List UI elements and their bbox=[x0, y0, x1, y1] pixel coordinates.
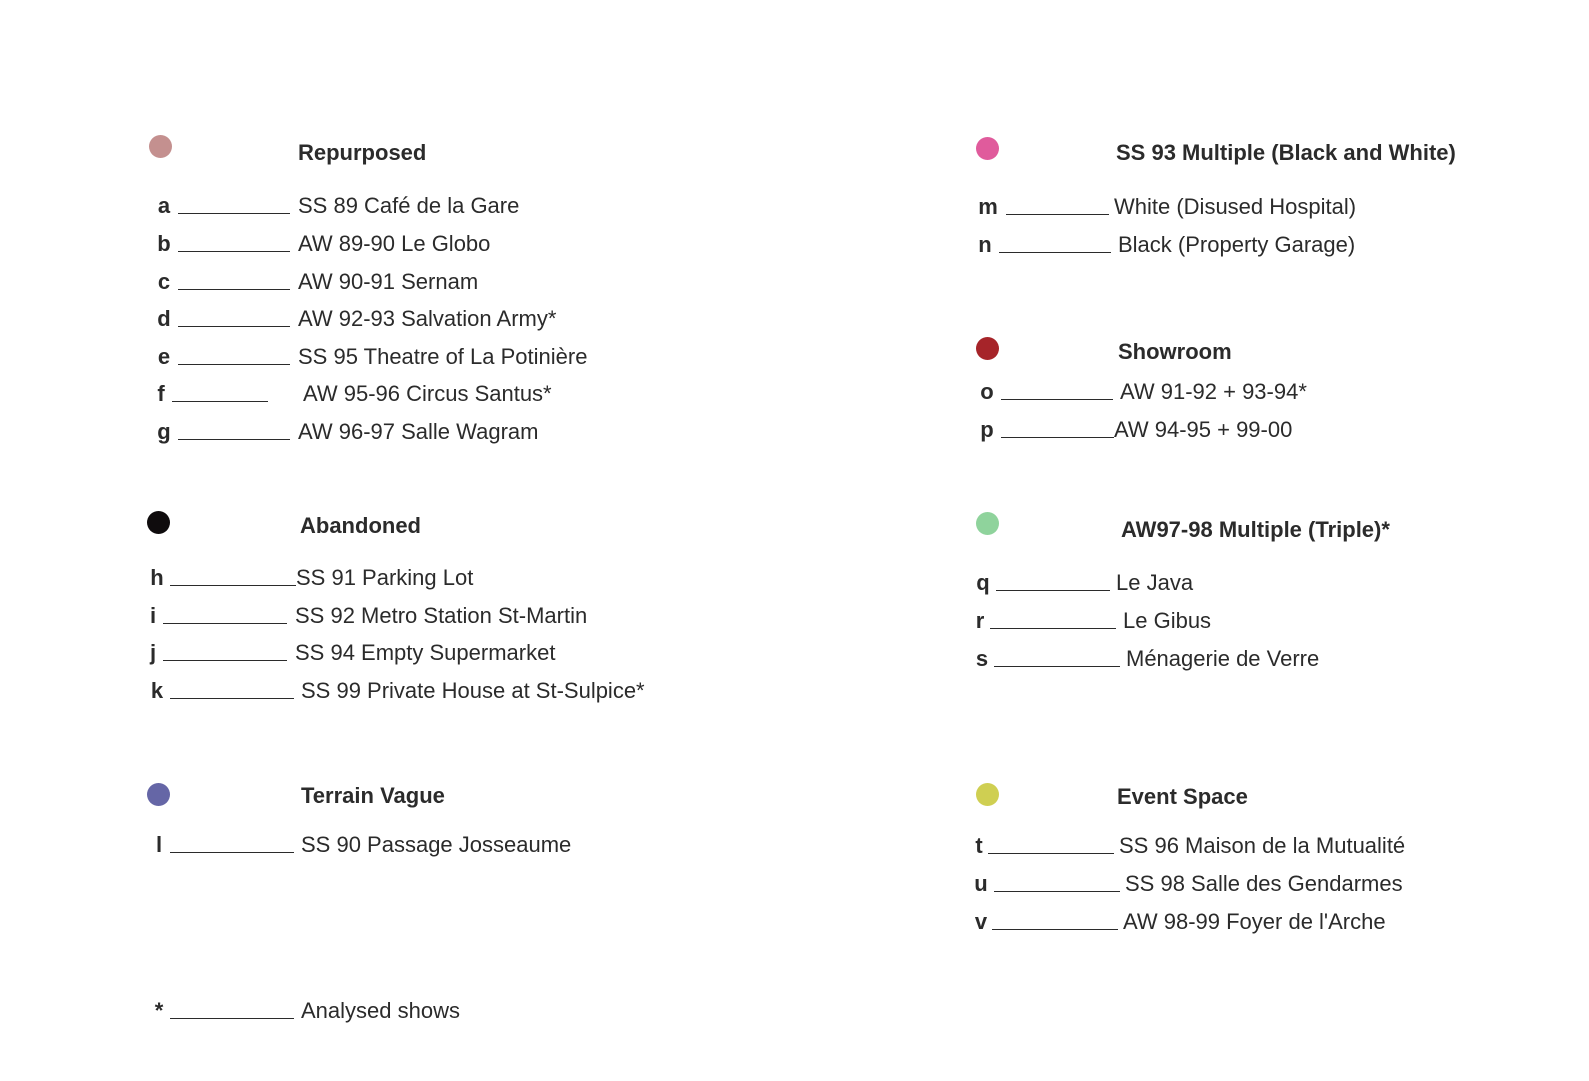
answer-line bbox=[178, 251, 290, 252]
item-letter: n bbox=[978, 232, 992, 257]
group-heading: Abandoned bbox=[300, 513, 421, 538]
item-label: SS 99 Private House at St-Sulpice* bbox=[301, 678, 645, 703]
item-letter: k bbox=[150, 678, 164, 703]
item-letter: c bbox=[157, 269, 171, 294]
item-letter: i bbox=[149, 603, 157, 628]
answer-line bbox=[163, 660, 287, 661]
item-letter: d bbox=[157, 306, 171, 331]
answer-line bbox=[170, 698, 294, 699]
answer-line bbox=[172, 401, 268, 402]
answer-line bbox=[990, 628, 1116, 629]
answer-line bbox=[1001, 399, 1113, 400]
answer-line bbox=[994, 891, 1120, 892]
answer-line bbox=[1001, 437, 1114, 438]
item-label: SS 94 Empty Supermarket bbox=[295, 640, 556, 665]
group-heading: AW97-98 Multiple (Triple)* bbox=[1121, 517, 1390, 542]
answer-line bbox=[178, 289, 290, 290]
terrain-vague-color-dot bbox=[147, 783, 170, 806]
item-label: Ménagerie de Verre bbox=[1126, 646, 1320, 671]
item-label: SS 89 Café de la Gare bbox=[298, 193, 520, 218]
item-letter: l bbox=[155, 832, 163, 857]
item-label: AW 90-91 Sernam bbox=[298, 269, 479, 294]
item-label: AW 98-99 Foyer de l'Arche bbox=[1123, 909, 1386, 934]
item-label: AW 95-96 Circus Santus* bbox=[303, 381, 552, 406]
footnote-label: Analysed shows bbox=[301, 998, 460, 1023]
group-heading: Showroom bbox=[1118, 339, 1232, 364]
item-letter: j bbox=[149, 640, 157, 665]
answer-line bbox=[1006, 214, 1109, 215]
aw97-98-multiple-color-dot bbox=[976, 512, 999, 535]
item-letter: m bbox=[978, 194, 998, 219]
answer-line bbox=[999, 252, 1111, 253]
item-label: SS 92 Metro Station St-Martin bbox=[295, 603, 588, 628]
abandoned-color-dot bbox=[147, 511, 170, 534]
item-label: SS 95 Theatre of La Potinière bbox=[298, 344, 588, 369]
item-label: White (Disused Hospital) bbox=[1114, 194, 1357, 219]
answer-line bbox=[994, 666, 1120, 667]
answer-line bbox=[178, 326, 290, 327]
item-letter: g bbox=[157, 419, 171, 444]
item-letter: t bbox=[975, 833, 983, 858]
item-letter: r bbox=[975, 608, 985, 633]
answer-line bbox=[178, 439, 290, 440]
group-heading: SS 93 Multiple (Black and White) bbox=[1116, 140, 1456, 165]
answer-line bbox=[163, 623, 287, 624]
item-label: AW 94-95 + 99-00 bbox=[1114, 417, 1293, 442]
item-label: AW 89-90 Le Globo bbox=[298, 231, 491, 256]
item-letter: a bbox=[157, 193, 171, 218]
item-label: SS 98 Salle des Gendarmes bbox=[1125, 871, 1403, 896]
ss93-multiple-color-dot bbox=[976, 137, 999, 160]
group-heading: Event Space bbox=[1117, 784, 1248, 809]
item-label: Black (Property Garage) bbox=[1118, 232, 1356, 257]
answer-line bbox=[170, 585, 296, 586]
item-label: SS 96 Maison de la Mutualité bbox=[1119, 833, 1406, 858]
item-letter: h bbox=[150, 565, 164, 590]
repurposed-color-dot bbox=[149, 135, 172, 158]
answer-line bbox=[178, 364, 290, 365]
answer-line bbox=[992, 929, 1118, 930]
item-letter: b bbox=[157, 231, 171, 256]
item-label: Le Gibus bbox=[1123, 608, 1212, 633]
answer-line bbox=[988, 853, 1114, 854]
answer-line bbox=[996, 590, 1110, 591]
answer-line bbox=[178, 213, 290, 214]
event-space-color-dot bbox=[976, 783, 999, 806]
item-label: SS 90 Passage Josseaume bbox=[301, 832, 572, 857]
item-letter: f bbox=[157, 381, 165, 406]
item-label: AW 91-92 + 93-94* bbox=[1120, 379, 1307, 404]
answer-line bbox=[170, 1018, 294, 1019]
showroom-color-dot bbox=[976, 337, 999, 360]
item-letter: v bbox=[974, 909, 988, 934]
group-heading: Terrain Vague bbox=[301, 783, 445, 808]
item-letter: o bbox=[980, 379, 994, 404]
footnote-symbol: * bbox=[154, 998, 164, 1023]
item-letter: u bbox=[974, 871, 988, 896]
answer-line bbox=[170, 852, 294, 853]
item-letter: s bbox=[975, 646, 989, 671]
item-letter: e bbox=[157, 344, 171, 369]
item-label: AW 92-93 Salvation Army* bbox=[298, 306, 557, 331]
item-letter: p bbox=[980, 417, 994, 442]
item-label: AW 96-97 Salle Wagram bbox=[298, 419, 539, 444]
group-heading: Repurposed bbox=[298, 140, 427, 165]
item-label: SS 91 Parking Lot bbox=[296, 565, 474, 590]
item-label: Le Java bbox=[1116, 570, 1194, 595]
item-letter: q bbox=[976, 570, 990, 595]
